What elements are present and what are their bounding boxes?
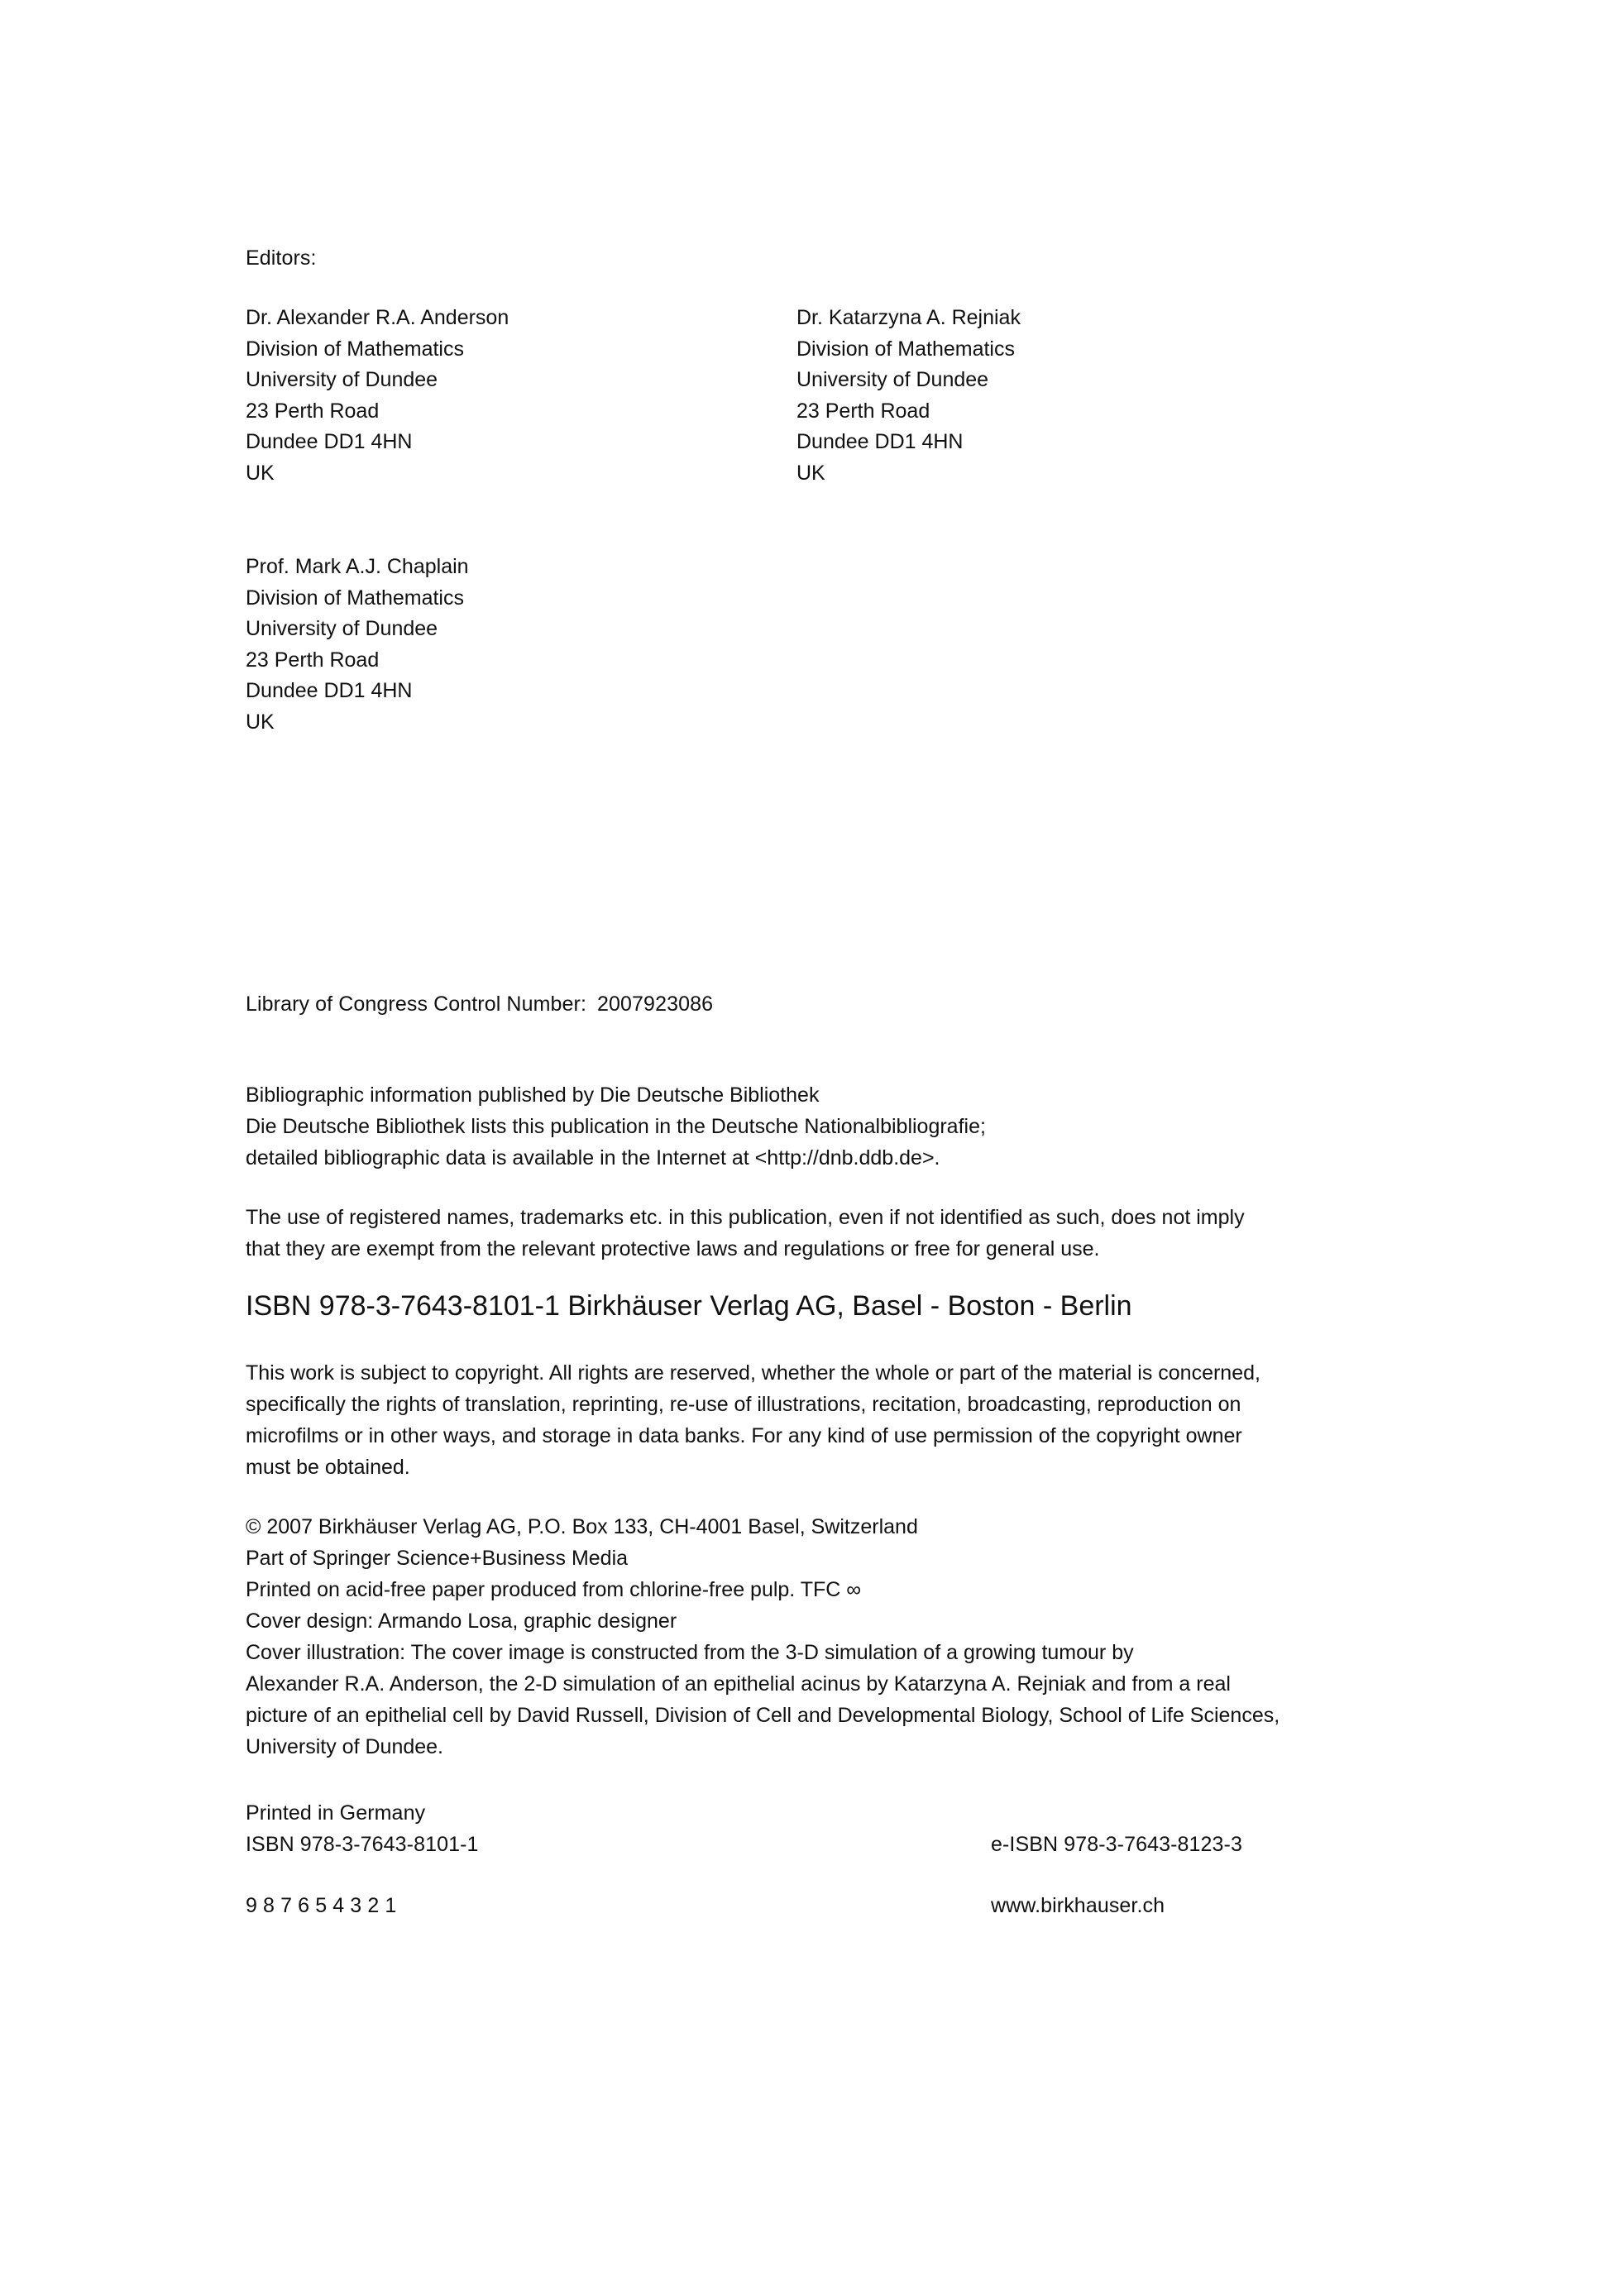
editor-city: Dundee DD1 4HN bbox=[246, 430, 413, 453]
copyright-line: specifically the rights of translation, reprinting, re-use of illustrations, recitation, broadcasting, reproduction on bbox=[246, 1393, 1241, 1416]
printed-in: Printed in Germany bbox=[246, 1801, 426, 1825]
trademarks-notice bbox=[246, 1202, 1245, 1265]
isbn-headline: ISBN 978-3-7643-8101-1 Birkhäuser Verlag AG, Basel - Boston - Berlin bbox=[246, 1290, 1132, 1322]
editor-division: Division of Mathematics bbox=[796, 337, 1015, 361]
editor-university: University of Dundee bbox=[796, 368, 989, 391]
editor-address-anderson bbox=[246, 303, 509, 489]
editor-name: Dr. Katarzyna A. Rejniak bbox=[796, 306, 1021, 329]
editors-label: Editors: bbox=[246, 246, 317, 270]
eisbn: e-ISBN 978-3-7643-8123-3 bbox=[991, 1833, 1242, 1856]
editor-name: Prof. Mark A.J. Chaplain bbox=[246, 555, 469, 578]
loc-control-number bbox=[246, 988, 713, 1020]
editor-country: UK bbox=[246, 710, 275, 734]
loc-label: Library of Congress Control Number: bbox=[246, 993, 586, 1016]
publisher-line: Part of Springer Science+Business Media bbox=[246, 1547, 629, 1570]
isbn: ISBN 978-3-7643-8101-1 bbox=[246, 1833, 479, 1856]
editor-street: 23 Perth Road bbox=[796, 399, 930, 423]
trademarks-line: The use of registered names, trademarks etc. in this publication, even if not identified as such, does not imply bbox=[246, 1206, 1245, 1229]
publisher-line: Alexander R.A. Anderson, the 2-D simulation of an epithelial acinus by Katarzyna A. Rejniak and from a real bbox=[246, 1672, 1231, 1696]
copyright-line: must be obtained. bbox=[246, 1456, 410, 1479]
publisher-line: Cover design: Armando Losa, graphic designer bbox=[246, 1610, 677, 1633]
website-link[interactable]: www.birkhauser.ch bbox=[991, 1894, 1165, 1917]
editor-city: Dundee DD1 4HN bbox=[796, 430, 964, 453]
editor-street: 23 Perth Road bbox=[246, 648, 380, 672]
publisher-line: University of Dundee. bbox=[246, 1735, 444, 1758]
bibliographic-line: detailed bibliographic data is available in the Internet at <http://dnb.ddb.de>. bbox=[246, 1146, 940, 1170]
copyright-notice bbox=[246, 1357, 1260, 1483]
editor-division: Division of Mathematics bbox=[246, 586, 464, 610]
editor-city: Dundee DD1 4HN bbox=[246, 679, 413, 702]
editor-street: 23 Perth Road bbox=[246, 399, 380, 423]
editor-division: Division of Mathematics bbox=[246, 337, 464, 361]
editor-name: Dr. Alexander R.A. Anderson bbox=[246, 306, 509, 329]
publisher-line: picture of an epithelial cell by David Russell, Division of Cell and Developmental Biology, School of Life Sciences, bbox=[246, 1704, 1280, 1727]
print-line: 9 8 7 6 5 4 3 2 1 bbox=[246, 1894, 397, 1917]
editor-university: University of Dundee bbox=[246, 368, 438, 391]
bibliographic-info bbox=[246, 1079, 986, 1174]
editor-address-chaplain bbox=[246, 552, 469, 738]
editor-country: UK bbox=[246, 461, 275, 485]
copyright-line: This work is subject to copyright. All rights are reserved, whether the whole or part of the material is concerned, bbox=[246, 1361, 1260, 1385]
copyright-line: microfilms or in other ways, and storage in data banks. For any kind of use permission of the copyright owner bbox=[246, 1424, 1242, 1447]
publisher-line: Printed on acid-free paper produced from chlorine-free pulp. TFC ∞ bbox=[246, 1578, 862, 1601]
editor-university: University of Dundee bbox=[246, 617, 438, 640]
bibliographic-line: Bibliographic information published by Die Deutsche Bibliothek bbox=[246, 1083, 820, 1107]
publisher-line: Cover illustration: The cover image is constructed from the 3-D simulation of a growing tumour by bbox=[246, 1641, 1134, 1664]
editor-country: UK bbox=[796, 461, 825, 485]
editor-address-rejniak bbox=[796, 303, 1021, 489]
loc-number: 2007923086 bbox=[597, 993, 714, 1016]
trademarks-line: that they are exempt from the relevant protective laws and regulations or free for general use. bbox=[246, 1237, 1100, 1260]
publisher-line: © 2007 Birkhäuser Verlag AG, P.O. Box 133, CH-4001 Basel, Switzerland bbox=[246, 1515, 918, 1538]
publisher-block bbox=[246, 1511, 1280, 1763]
bibliographic-line: Die Deutsche Bibliothek lists this publication in the Deutsche Nationalbibliografie; bbox=[246, 1115, 986, 1138]
